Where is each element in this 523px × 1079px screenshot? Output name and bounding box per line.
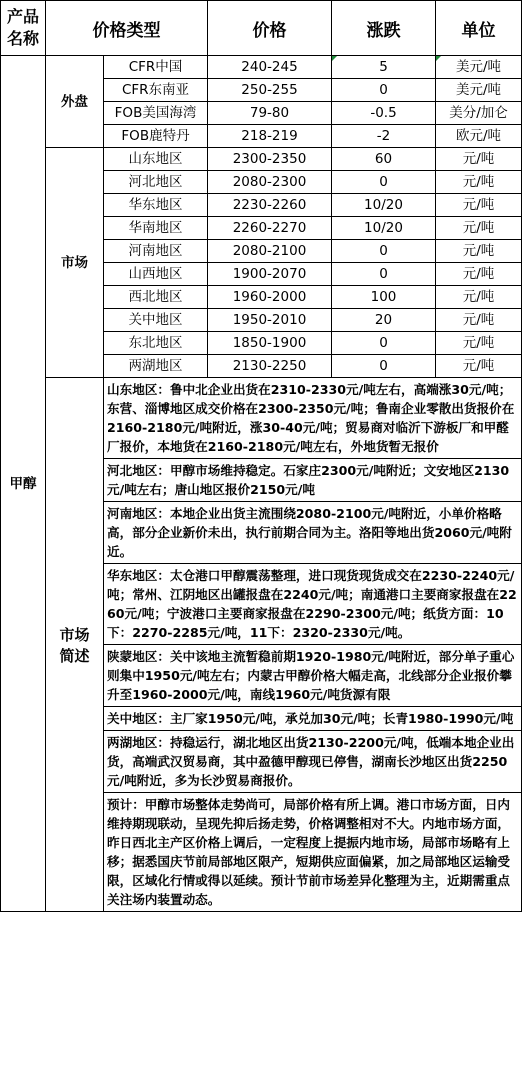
table-row [1, 148, 522, 171]
category-summary: 市场 简述 [46, 378, 104, 912]
change-cell: -0.5 [332, 102, 436, 125]
product-name: 甲醇 [1, 56, 46, 912]
change-cell: 0 [332, 79, 436, 102]
unit-cell: 美元/吨 [436, 56, 522, 79]
price-type-cell: 关中地区 [104, 309, 208, 332]
price-cell: 2230-2260 [208, 194, 332, 217]
change-cell: 0 [332, 332, 436, 355]
price-cell: 1960-2000 [208, 286, 332, 309]
price-type-cell: CFR中国 [104, 56, 208, 79]
change-cell: 0 [332, 355, 436, 378]
header-price-type: 价格类型 [46, 1, 208, 56]
category-external: 外盘 [46, 56, 104, 148]
unit-cell: 元/吨 [436, 194, 522, 217]
change-cell: -2 [332, 125, 436, 148]
unit-cell: 元/吨 [436, 217, 522, 240]
price-cell: 2080-2300 [208, 171, 332, 194]
summary-lianghu: 两湖地区：持稳运行，湖北地区出货2130-2200元/吨，低端本地企业出货，高端武汉贸易商，其中盈德甲醇现已停售，湖南长沙地区出货2250元/吨附近，多为长沙贸易商报价。 [104, 731, 522, 793]
summary-hebei: 河北地区：甲醇市场维持稳定。石家庄2300元/吨附近；文安地区2130元/吨左右；唐山地区报价2150元/吨 [104, 459, 522, 502]
price-cell: 2260-2270 [208, 217, 332, 240]
price-type-cell: 华南地区 [104, 217, 208, 240]
price-cell: 250-255 [208, 79, 332, 102]
price-cell: 2130-2250 [208, 355, 332, 378]
unit-cell: 元/吨 [436, 148, 522, 171]
unit-cell: 美元/吨 [436, 79, 522, 102]
summary-forecast: 预计：甲醇市场整体走势尚可，局部价格有所上调。港口市场方面，日内维持期现联动，呈现先抑后扬走势，价格调整相对不大。内地市场方面，昨日西北主产区价格上调后，一定程度上提振内地市场，局部市场略有上移；据悉国庆节前局部地区限产，短期供应面偏紧，加之局部地区运输受限，区域化行情或得以延续。预计节前市场差异化整理为主，近期需重点关注场内装置动态。 [104, 793, 522, 912]
change-cell: 100 [332, 286, 436, 309]
price-cell: 240-245 [208, 56, 332, 79]
price-cell: 79-80 [208, 102, 332, 125]
unit-cell: 欧元/吨 [436, 125, 522, 148]
price-cell: 1950-2010 [208, 309, 332, 332]
price-type-cell: 华东地区 [104, 194, 208, 217]
price-cell: 1900-2070 [208, 263, 332, 286]
unit-cell: 元/吨 [436, 263, 522, 286]
header-row [1, 1, 522, 56]
summary-huadong: 华东地区：太仓港口甲醇震荡整理，进口现货现货成交在2230-2240元/吨；常州、江阴地区出罐报盘在2240元/吨；南通港口主要商家报盘在2260元/吨；宁波港口主要商家报盘在2290-2300元/吨；纸货方面：10下：2270-2285元/吨，11下：2320-2330元/吨。 [104, 564, 522, 645]
price-cell: 1850-1900 [208, 332, 332, 355]
unit-cell: 元/吨 [436, 355, 522, 378]
change-cell: 20 [332, 309, 436, 332]
unit-cell: 元/吨 [436, 171, 522, 194]
header-price: 价格 [208, 1, 332, 56]
price-type-cell: 两湖地区 [104, 355, 208, 378]
change-cell: 0 [332, 263, 436, 286]
unit-cell: 元/吨 [436, 286, 522, 309]
table-row [1, 56, 522, 79]
price-type-cell: 河北地区 [104, 171, 208, 194]
price-type-cell: 西北地区 [104, 286, 208, 309]
header-change: 涨跌 [332, 1, 436, 56]
header-unit: 单位 [436, 1, 522, 56]
summary-row [1, 378, 522, 459]
unit-cell: 元/吨 [436, 332, 522, 355]
unit-cell: 元/吨 [436, 240, 522, 263]
price-type-cell: FOB美国海湾 [104, 102, 208, 125]
category-market: 市场 [46, 148, 104, 378]
change-cell: 0 [332, 240, 436, 263]
change-cell: 60 [332, 148, 436, 171]
price-type-cell: FOB鹿特丹 [104, 125, 208, 148]
summary-guanzhong: 关中地区：主厂家1950元/吨，承兑加30元/吨；长青1980-1990元/吨 [104, 707, 522, 731]
price-type-cell: 山西地区 [104, 263, 208, 286]
change-cell: 0 [332, 171, 436, 194]
price-type-cell: 河南地区 [104, 240, 208, 263]
price-type-cell: 山东地区 [104, 148, 208, 171]
change-cell: 10/20 [332, 194, 436, 217]
summary-henan: 河南地区：本地企业出货主流围绕2080-2100元/吨附近，小单价格略高，部分企业新价未出，执行前期合同为主。洛阳等地出货2060元/吨附近。 [104, 502, 522, 564]
change-cell: 10/20 [332, 217, 436, 240]
price-cell: 218-219 [208, 125, 332, 148]
unit-cell: 美分/加仑 [436, 102, 522, 125]
price-type-cell: CFR东南亚 [104, 79, 208, 102]
price-type-cell: 东北地区 [104, 332, 208, 355]
summary-shaanmeng: 陕蒙地区：关中该地主流暂稳前期1920-1980元/吨附近，部分单子重心则集中1950元/吨左右；内蒙古甲醇价格大幅走高，北线部分企业报价攀升至1960-2000元/吨，南线1960元/吨货源有限 [104, 645, 522, 707]
change-cell: 5 [332, 56, 436, 79]
summary-shandong: 山东地区：鲁中北企业出货在2310-2330元/吨左右，高端涨30元/吨；东营、淄博地区成交价格在2300-2350元/吨；鲁南企业零散出货报价在2160-2180元/吨附近，涨30-40元/吨；贸易商对临沂下游板厂和甲醛厂报价，本地货在2160-2180元/吨左右，外地货暂无报价 [104, 378, 522, 459]
header-product-name: 产品 名称 [1, 1, 46, 56]
unit-cell: 元/吨 [436, 309, 522, 332]
price-cell: 2080-2100 [208, 240, 332, 263]
price-cell: 2300-2350 [208, 148, 332, 171]
